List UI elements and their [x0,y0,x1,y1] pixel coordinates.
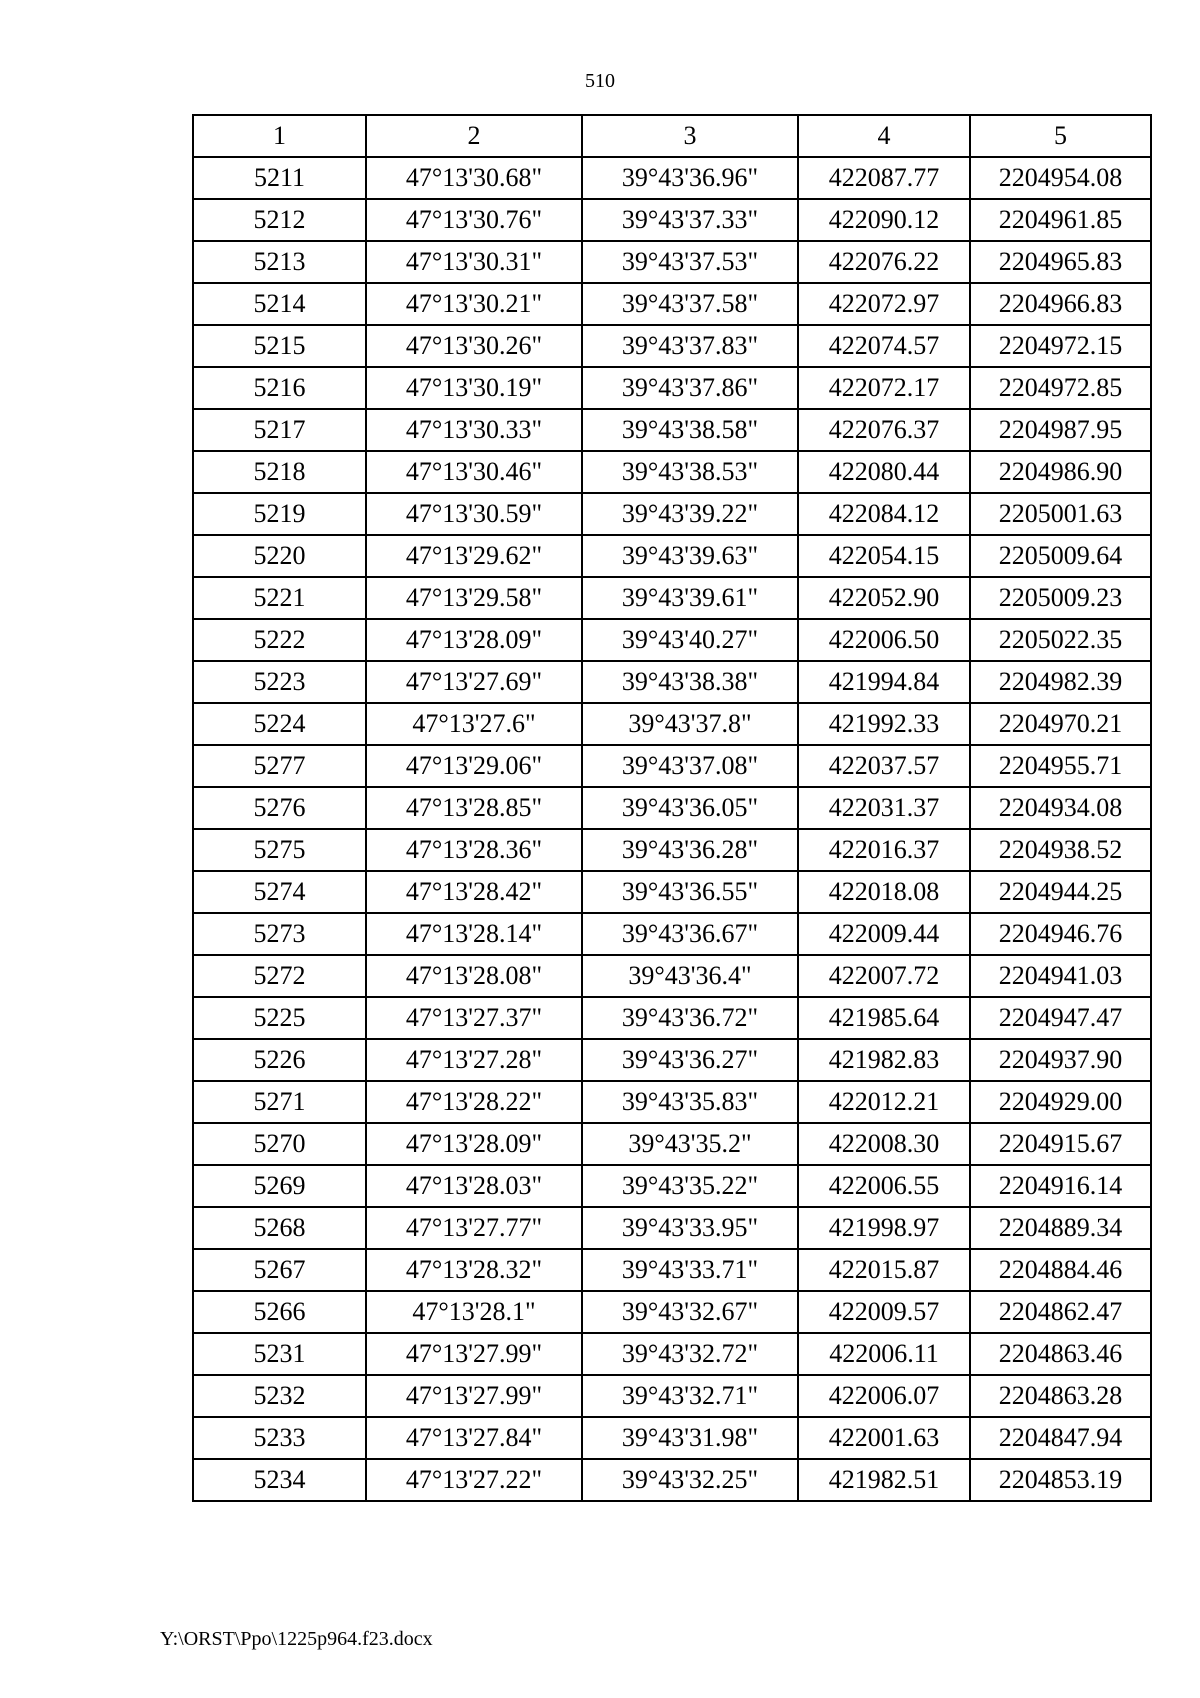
table-row [193,913,1151,955]
point-number-cell: 5269 [193,1165,366,1207]
table-row [193,367,1151,409]
y-coordinate-cell: 2204863.28 [970,1375,1151,1417]
latitude-cell: 47°13'27.69" [366,661,582,703]
latitude-cell: 47°13'30.19" [366,367,582,409]
point-number-cell: 5271 [193,1081,366,1123]
point-number-cell: 5218 [193,451,366,493]
latitude-cell: 47°13'28.08" [366,955,582,997]
point-number-cell: 5224 [193,703,366,745]
point-number-cell: 5272 [193,955,366,997]
y-coordinate-cell: 2204955.71 [970,745,1151,787]
table-row [193,577,1151,619]
latitude-cell: 47°13'30.46" [366,451,582,493]
y-coordinate-cell: 2204916.14 [970,1165,1151,1207]
column-header: 4 [798,115,970,157]
table-body [193,157,1151,1501]
x-coordinate-cell: 422072.17 [798,367,970,409]
point-number-cell: 5266 [193,1291,366,1333]
y-coordinate-cell: 2205022.35 [970,619,1151,661]
latitude-cell: 47°13'28.42" [366,871,582,913]
point-number-cell: 5234 [193,1459,366,1501]
point-number-cell: 5220 [193,535,366,577]
x-coordinate-cell: 422087.77 [798,157,970,199]
table-row [193,199,1151,241]
y-coordinate-cell: 2204961.85 [970,199,1151,241]
point-number-cell: 5214 [193,283,366,325]
latitude-cell: 47°13'30.68" [366,157,582,199]
latitude-cell: 47°13'28.32" [366,1249,582,1291]
table-row [193,871,1151,913]
longitude-cell: 39°43'36.96" [582,157,798,199]
column-header: 2 [366,115,582,157]
longitude-cell: 39°43'37.33" [582,199,798,241]
point-number-cell: 5275 [193,829,366,871]
x-coordinate-cell: 422001.63 [798,1417,970,1459]
y-coordinate-cell: 2204934.08 [970,787,1151,829]
latitude-cell: 47°13'30.21" [366,283,582,325]
x-coordinate-cell: 422074.57 [798,325,970,367]
table-row [193,1417,1151,1459]
point-number-cell: 5223 [193,661,366,703]
table-row [193,619,1151,661]
y-coordinate-cell: 2205009.23 [970,577,1151,619]
x-coordinate-cell: 422006.07 [798,1375,970,1417]
x-coordinate-cell: 422007.72 [798,955,970,997]
table-row [193,1039,1151,1081]
y-coordinate-cell: 2204972.85 [970,367,1151,409]
longitude-cell: 39°43'36.05" [582,787,798,829]
y-coordinate-cell: 2204853.19 [970,1459,1151,1501]
footer-file-path: Y:\ORST\Ppo\1225p964.f23.docx [160,1628,433,1650]
point-number-cell: 5277 [193,745,366,787]
latitude-cell: 47°13'27.22" [366,1459,582,1501]
x-coordinate-cell: 421992.33 [798,703,970,745]
x-coordinate-cell: 422076.22 [798,241,970,283]
latitude-cell: 47°13'29.06" [366,745,582,787]
latitude-cell: 47°13'30.33" [366,409,582,451]
y-coordinate-cell: 2204937.90 [970,1039,1151,1081]
longitude-cell: 39°43'37.08" [582,745,798,787]
latitude-cell: 47°13'27.28" [366,1039,582,1081]
point-number-cell: 5268 [193,1207,366,1249]
longitude-cell: 39°43'36.67" [582,913,798,955]
coordinates-table [192,114,1152,1502]
x-coordinate-cell: 422052.90 [798,577,970,619]
latitude-cell: 47°13'28.09" [366,1123,582,1165]
point-number-cell: 5225 [193,997,366,1039]
point-number-cell: 5222 [193,619,366,661]
point-number-cell: 5211 [193,157,366,199]
x-coordinate-cell: 422015.87 [798,1249,970,1291]
longitude-cell: 39°43'36.28" [582,829,798,871]
y-coordinate-cell: 2204947.47 [970,997,1151,1039]
table-row [193,535,1151,577]
y-coordinate-cell: 2204982.39 [970,661,1151,703]
longitude-cell: 39°43'35.22" [582,1165,798,1207]
y-coordinate-cell: 2204915.67 [970,1123,1151,1165]
longitude-cell: 39°43'32.72" [582,1333,798,1375]
latitude-cell: 47°13'28.1" [366,1291,582,1333]
latitude-cell: 47°13'28.03" [366,1165,582,1207]
longitude-cell: 39°43'32.25" [582,1459,798,1501]
point-number-cell: 5270 [193,1123,366,1165]
point-number-cell: 5276 [193,787,366,829]
page-number: 510 [585,70,615,92]
table-row [193,1165,1151,1207]
y-coordinate-cell: 2204987.95 [970,409,1151,451]
latitude-cell: 47°13'27.99" [366,1333,582,1375]
x-coordinate-cell: 421985.64 [798,997,970,1039]
table-row [193,283,1151,325]
latitude-cell: 47°13'30.31" [366,241,582,283]
longitude-cell: 39°43'38.38" [582,661,798,703]
longitude-cell: 39°43'39.63" [582,535,798,577]
longitude-cell: 39°43'37.83" [582,325,798,367]
x-coordinate-cell: 422006.50 [798,619,970,661]
point-number-cell: 5232 [193,1375,366,1417]
table-row [193,1207,1151,1249]
table-row [193,241,1151,283]
longitude-cell: 39°43'38.58" [582,409,798,451]
longitude-cell: 39°43'32.67" [582,1291,798,1333]
table-row [193,997,1151,1039]
table-row [193,703,1151,745]
table-row [193,1291,1151,1333]
point-number-cell: 5221 [193,577,366,619]
table-row [193,955,1151,997]
table-row [193,829,1151,871]
y-coordinate-cell: 2204938.52 [970,829,1151,871]
latitude-cell: 47°13'30.76" [366,199,582,241]
y-coordinate-cell: 2204965.83 [970,241,1151,283]
y-coordinate-cell: 2204966.83 [970,283,1151,325]
table-header-row [193,115,1151,157]
longitude-cell: 39°43'38.53" [582,451,798,493]
latitude-cell: 47°13'28.85" [366,787,582,829]
table-row [193,325,1151,367]
point-number-cell: 5267 [193,1249,366,1291]
y-coordinate-cell: 2204944.25 [970,871,1151,913]
table-row [193,1459,1151,1501]
longitude-cell: 39°43'35.2" [582,1123,798,1165]
latitude-cell: 47°13'28.36" [366,829,582,871]
table-row [193,661,1151,703]
point-number-cell: 5215 [193,325,366,367]
latitude-cell: 47°13'28.22" [366,1081,582,1123]
table-row [193,745,1151,787]
table-row [193,493,1151,535]
x-coordinate-cell: 422009.44 [798,913,970,955]
y-coordinate-cell: 2204946.76 [970,913,1151,955]
y-coordinate-cell: 2204863.46 [970,1333,1151,1375]
longitude-cell: 39°43'37.53" [582,241,798,283]
y-coordinate-cell: 2204889.34 [970,1207,1151,1249]
longitude-cell: 39°43'36.4" [582,955,798,997]
x-coordinate-cell: 422031.37 [798,787,970,829]
longitude-cell: 39°43'39.22" [582,493,798,535]
table-row [193,1333,1151,1375]
latitude-cell: 47°13'27.37" [366,997,582,1039]
column-header: 3 [582,115,798,157]
y-coordinate-cell: 2204970.21 [970,703,1151,745]
point-number-cell: 5231 [193,1333,366,1375]
x-coordinate-cell: 421998.97 [798,1207,970,1249]
y-coordinate-cell: 2204884.46 [970,1249,1151,1291]
x-coordinate-cell: 422016.37 [798,829,970,871]
y-coordinate-cell: 2205001.63 [970,493,1151,535]
point-number-cell: 5212 [193,199,366,241]
point-number-cell: 5219 [193,493,366,535]
x-coordinate-cell: 421982.83 [798,1039,970,1081]
y-coordinate-cell: 2205009.64 [970,535,1151,577]
table-row [193,1249,1151,1291]
y-coordinate-cell: 2204941.03 [970,955,1151,997]
latitude-cell: 47°13'27.6" [366,703,582,745]
column-header: 1 [193,115,366,157]
point-number-cell: 5216 [193,367,366,409]
point-number-cell: 5213 [193,241,366,283]
table-row [193,409,1151,451]
longitude-cell: 39°43'36.72" [582,997,798,1039]
point-number-cell: 5233 [193,1417,366,1459]
x-coordinate-cell: 422076.37 [798,409,970,451]
latitude-cell: 47°13'27.77" [366,1207,582,1249]
table-row [193,451,1151,493]
latitude-cell: 47°13'28.09" [366,619,582,661]
point-number-cell: 5226 [193,1039,366,1081]
longitude-cell: 39°43'33.95" [582,1207,798,1249]
x-coordinate-cell: 422072.97 [798,283,970,325]
x-coordinate-cell: 422037.57 [798,745,970,787]
x-coordinate-cell: 422012.21 [798,1081,970,1123]
longitude-cell: 39°43'35.83" [582,1081,798,1123]
longitude-cell: 39°43'37.58" [582,283,798,325]
longitude-cell: 39°43'37.86" [582,367,798,409]
point-number-cell: 5217 [193,409,366,451]
latitude-cell: 47°13'30.59" [366,493,582,535]
longitude-cell: 39°43'33.71" [582,1249,798,1291]
longitude-cell: 39°43'37.8" [582,703,798,745]
longitude-cell: 39°43'39.61" [582,577,798,619]
longitude-cell: 39°43'36.55" [582,871,798,913]
y-coordinate-cell: 2204847.94 [970,1417,1151,1459]
table-row [193,1375,1151,1417]
latitude-cell: 47°13'29.58" [366,577,582,619]
x-coordinate-cell: 422008.30 [798,1123,970,1165]
point-number-cell: 5273 [193,913,366,955]
y-coordinate-cell: 2204929.00 [970,1081,1151,1123]
column-header: 5 [970,115,1151,157]
x-coordinate-cell: 422018.08 [798,871,970,913]
x-coordinate-cell: 422006.11 [798,1333,970,1375]
point-number-cell: 5274 [193,871,366,913]
latitude-cell: 47°13'29.62" [366,535,582,577]
table-row [193,1081,1151,1123]
x-coordinate-cell: 422006.55 [798,1165,970,1207]
x-coordinate-cell: 422054.15 [798,535,970,577]
x-coordinate-cell: 422080.44 [798,451,970,493]
y-coordinate-cell: 2204986.90 [970,451,1151,493]
x-coordinate-cell: 422090.12 [798,199,970,241]
y-coordinate-cell: 2204862.47 [970,1291,1151,1333]
longitude-cell: 39°43'32.71" [582,1375,798,1417]
y-coordinate-cell: 2204954.08 [970,157,1151,199]
longitude-cell: 39°43'36.27" [582,1039,798,1081]
latitude-cell: 47°13'30.26" [366,325,582,367]
x-coordinate-cell: 422084.12 [798,493,970,535]
latitude-cell: 47°13'28.14" [366,913,582,955]
longitude-cell: 39°43'40.27" [582,619,798,661]
y-coordinate-cell: 2204972.15 [970,325,1151,367]
x-coordinate-cell: 421982.51 [798,1459,970,1501]
x-coordinate-cell: 422009.57 [798,1291,970,1333]
x-coordinate-cell: 421994.84 [798,661,970,703]
latitude-cell: 47°13'27.99" [366,1375,582,1417]
latitude-cell: 47°13'27.84" [366,1417,582,1459]
table-row [193,157,1151,199]
table-row [193,787,1151,829]
longitude-cell: 39°43'31.98" [582,1417,798,1459]
table-row [193,1123,1151,1165]
